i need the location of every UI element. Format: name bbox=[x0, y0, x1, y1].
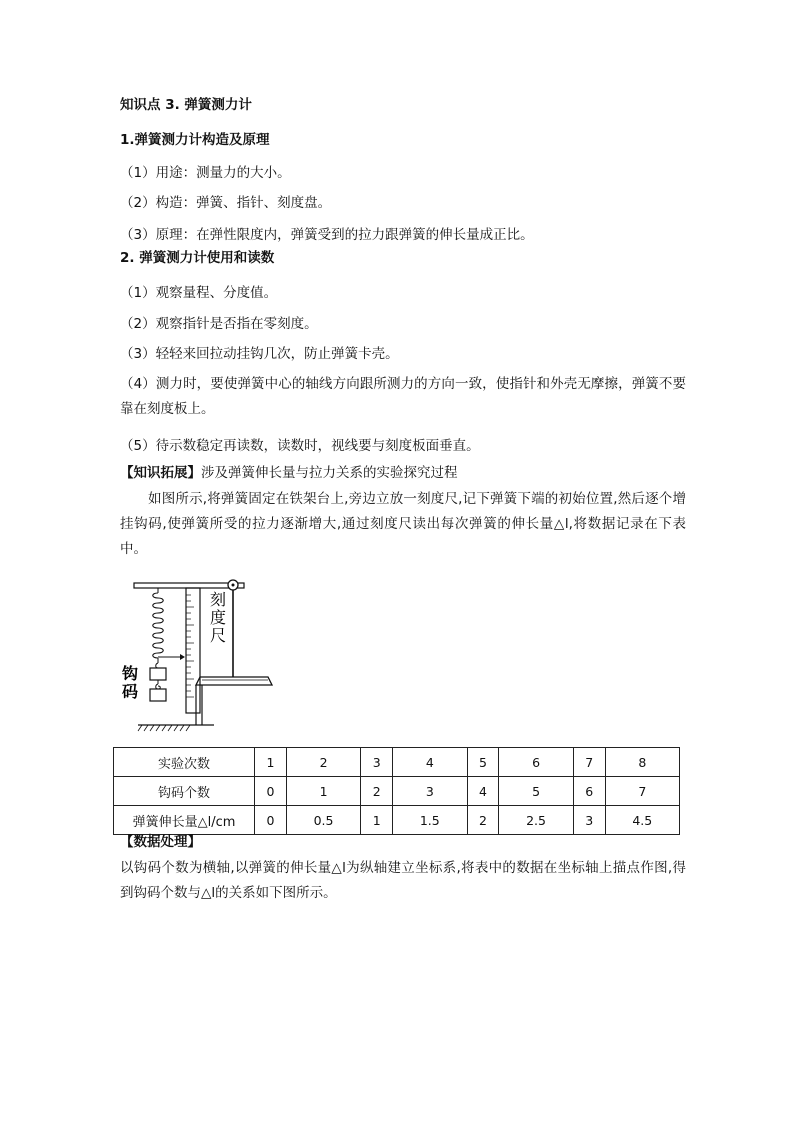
hook bbox=[156, 663, 158, 668]
table-cell: 2 bbox=[286, 748, 360, 777]
spring-apparatus-figure bbox=[118, 573, 288, 733]
section2-item: （4）测力时，要使弹簧中心的轴线方向跟所测力的方向一致，使指针和外壳无摩擦，弹簧不要靠在刻度板上。 bbox=[120, 376, 686, 417]
row-header: 实验次数 bbox=[114, 748, 255, 777]
ground-hatching bbox=[138, 725, 190, 731]
section1-item: （1）用途：测量力的大小。 bbox=[120, 165, 291, 181]
extension-paragraph: 如图所示,将弹簧固定在铁架台上,旁边立放一刻度尺,记下弹簧下端的初始位置,然后逐个增挂钩码,使弹簧所受的拉力逐渐增大,通过刻度尺读出每次弹簧的伸长量△l,将数据记录在下表中。 bbox=[120, 491, 686, 557]
table-row bbox=[114, 806, 680, 835]
table-cell: 0 bbox=[255, 777, 287, 806]
table-cell: 7 bbox=[573, 748, 605, 777]
table-cell: 8 bbox=[605, 748, 679, 777]
data-processing-label: 【数据处理】 bbox=[120, 834, 201, 850]
table-cell: 2 bbox=[467, 806, 499, 835]
table-cell: 3 bbox=[573, 806, 605, 835]
hook-weight bbox=[150, 689, 166, 701]
section2-title: 2. 弹簧测力计使用和读数 bbox=[120, 250, 275, 266]
section2-item: （2）观察指针是否指在零刻度。 bbox=[120, 316, 318, 332]
knowledge-extension bbox=[120, 464, 458, 482]
hook-weight bbox=[150, 668, 166, 680]
table-cell: 2 bbox=[361, 777, 393, 806]
table-cell: 5 bbox=[467, 748, 499, 777]
table-cell: 3 bbox=[393, 777, 467, 806]
table-cell: 3 bbox=[361, 748, 393, 777]
table-cell: 4.5 bbox=[605, 806, 679, 835]
spring bbox=[153, 593, 164, 658]
ruler-ticks bbox=[186, 595, 194, 697]
extension-title: 涉及弹簧伸长量与拉力关系的实验探究过程 bbox=[201, 465, 458, 481]
table-cell: 7 bbox=[605, 777, 679, 806]
table-cell: 0 bbox=[255, 806, 287, 835]
section2-item: （5）待示数稳定再读数，读数时，视线要与刻度板面垂直。 bbox=[120, 438, 480, 454]
section2-item: （1）观察量程、分度值。 bbox=[120, 285, 278, 301]
data-processing-paragraph: 以钩码个数为横轴,以弹簧的伸长量△l为纵轴建立坐标系,将表中的数据在坐标轴上描点作图,得到钩码个数与△l的关系如下图所示。 bbox=[120, 860, 686, 901]
section1-item: （2）构造：弹簧、指针、刻度盘。 bbox=[120, 195, 332, 211]
section1-title: 1.弹簧测力计构造及原理 bbox=[120, 132, 270, 148]
row-header: 弹簧伸长量△l/cm bbox=[114, 806, 255, 835]
table-cell: 1 bbox=[286, 777, 360, 806]
table-cell: 6 bbox=[499, 748, 573, 777]
ruler-label-char: 度 bbox=[209, 608, 227, 627]
data-table bbox=[113, 747, 680, 835]
table-cell: 4 bbox=[393, 748, 467, 777]
table-cell: 4 bbox=[467, 777, 499, 806]
table-cell: 5 bbox=[499, 777, 573, 806]
table-row bbox=[114, 748, 680, 777]
stand-base bbox=[196, 677, 272, 685]
extension-label: 【知识拓展】 bbox=[120, 465, 201, 481]
weight-label-char: 码 bbox=[121, 682, 139, 701]
table-cell: 0.5 bbox=[286, 806, 360, 835]
row-header: 钩码个数 bbox=[114, 777, 255, 806]
section1-item: （3）原理：在弹性限度内，弹簧受到的拉力跟弹簧的伸长量成正比。 bbox=[120, 227, 534, 243]
table-cell: 1.5 bbox=[393, 806, 467, 835]
section2-item: （3）轻轻来回拉动挂钩几次，防止弹簧卡壳。 bbox=[120, 346, 399, 362]
ruler-label-char: 刻 bbox=[209, 590, 227, 609]
ruler-label-char: 尺 bbox=[209, 626, 227, 645]
table-row bbox=[114, 777, 680, 806]
table-cell: 1 bbox=[255, 748, 287, 777]
weight-label-char: 钩 bbox=[121, 664, 139, 683]
knowledge-point-heading: 知识点 3. 弹簧测力计 bbox=[120, 97, 252, 113]
table-cell: 2.5 bbox=[499, 806, 573, 835]
table-cell: 6 bbox=[573, 777, 605, 806]
table-cell: 1 bbox=[361, 806, 393, 835]
